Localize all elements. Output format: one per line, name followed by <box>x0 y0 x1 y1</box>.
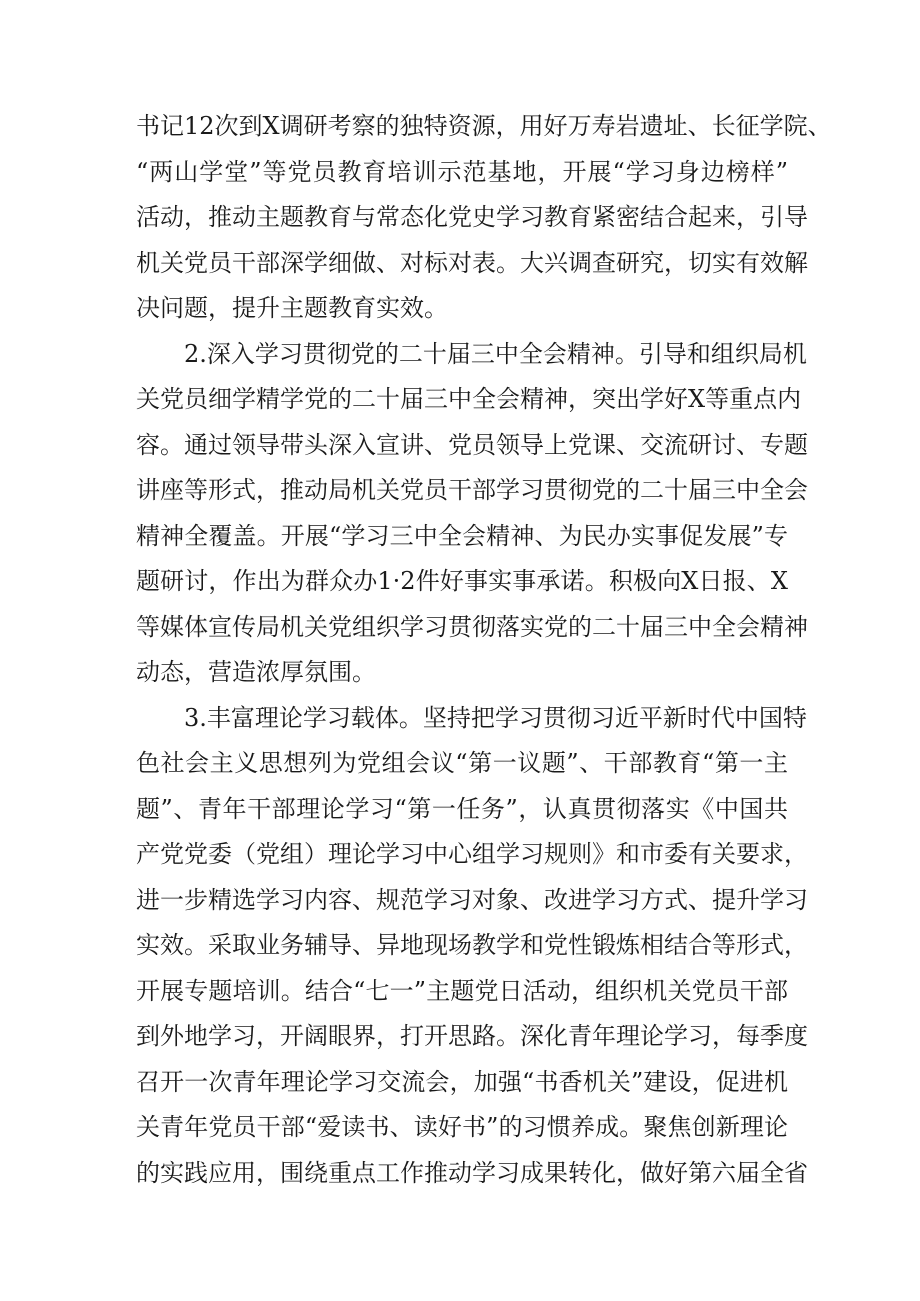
paragraph-3 <box>136 696 808 1197</box>
text-line: 容。通过领导带头深入宣讲、党员领导上党课、交流研讨、专题 <box>136 430 808 459</box>
text-line: 实效。采取业务辅导、异地现场教学和党性锻炼相结合等形式， <box>136 931 808 959</box>
text-line: 到外地学习，开阔眼界，打开思路。深化青年理论学习，每季度 <box>136 1022 808 1050</box>
text-line: 开展专题培训。结合“七一”主题党日活动，组织机关党员干部 <box>136 976 788 1005</box>
text-line: “两山学堂”等党员教育培训示范基地，开展“学习身边榜样” <box>136 157 788 186</box>
text-line: 活动，推动主题教育与常态化党史学习教育紧密结合起来，引导 <box>136 203 808 231</box>
paragraph-2 <box>136 332 808 696</box>
text-line: 书记12次到X调研考察的独特资源，用好万寿岩遗址、长征学院、 <box>136 112 832 140</box>
text-line: 动态，营造浓厚氛围。 <box>136 658 376 686</box>
text-line: 题研讨，作出为群众办1·2件好事实事承诺。积极向X日报、X <box>136 567 788 595</box>
text-line: 等媒体宣传局机关党组织学习贯彻落实党的二十届三中全会精神 <box>136 612 808 641</box>
text-line: 题”、青年干部理论学习“第一任务”，认真贯彻落实《中国共 <box>136 794 788 823</box>
text-line: 进一步精选学习内容、规范学习对象、改进学习方式、提升学习 <box>136 885 808 914</box>
paragraph-1 <box>136 104 832 332</box>
text-line: 召开一次青年理论学习交流会，加强“书香机关”建设，促进机 <box>136 1067 788 1096</box>
text-line: 产党党委（党组）理论学习中心组学习规则》和市委有关要求， <box>136 840 808 868</box>
text-line: 关青年党员干部“爱读书、读好书”的习惯养成。聚焦创新理论 <box>136 1113 788 1141</box>
text-line: 关党员细学精学党的二十届三中全会精神，突出学好X等重点内 <box>136 385 802 413</box>
text-line: 色社会主义思想列为党组会议“第一议题”、干部教育“第一主 <box>136 749 788 777</box>
text-line: 讲座等形式，推动局机关党员干部学习贯彻党的二十届三中全会 <box>136 476 808 504</box>
text-line: 的实践应用，围绕重点工作推动学习成果转化，做好第六届全省 <box>136 1158 808 1187</box>
section-heading-line: 3.丰富理论学习载体。坚持把学习贯彻习近平新时代中国特 <box>184 703 807 732</box>
section-heading-line: 2.深入学习贯彻党的二十届三中全会精神。引导和组织局机 <box>184 339 807 368</box>
text-line: 机关党员干部深学细做、对标对表。大兴调查研究，切实有效解 <box>136 248 808 277</box>
text-line: 决问题，提升主题教育实效。 <box>136 294 448 322</box>
document-body <box>136 104 832 1196</box>
text-line: 精神全覆盖。开展“学习三中全会精神、为民办实事促发展”专 <box>136 521 788 550</box>
